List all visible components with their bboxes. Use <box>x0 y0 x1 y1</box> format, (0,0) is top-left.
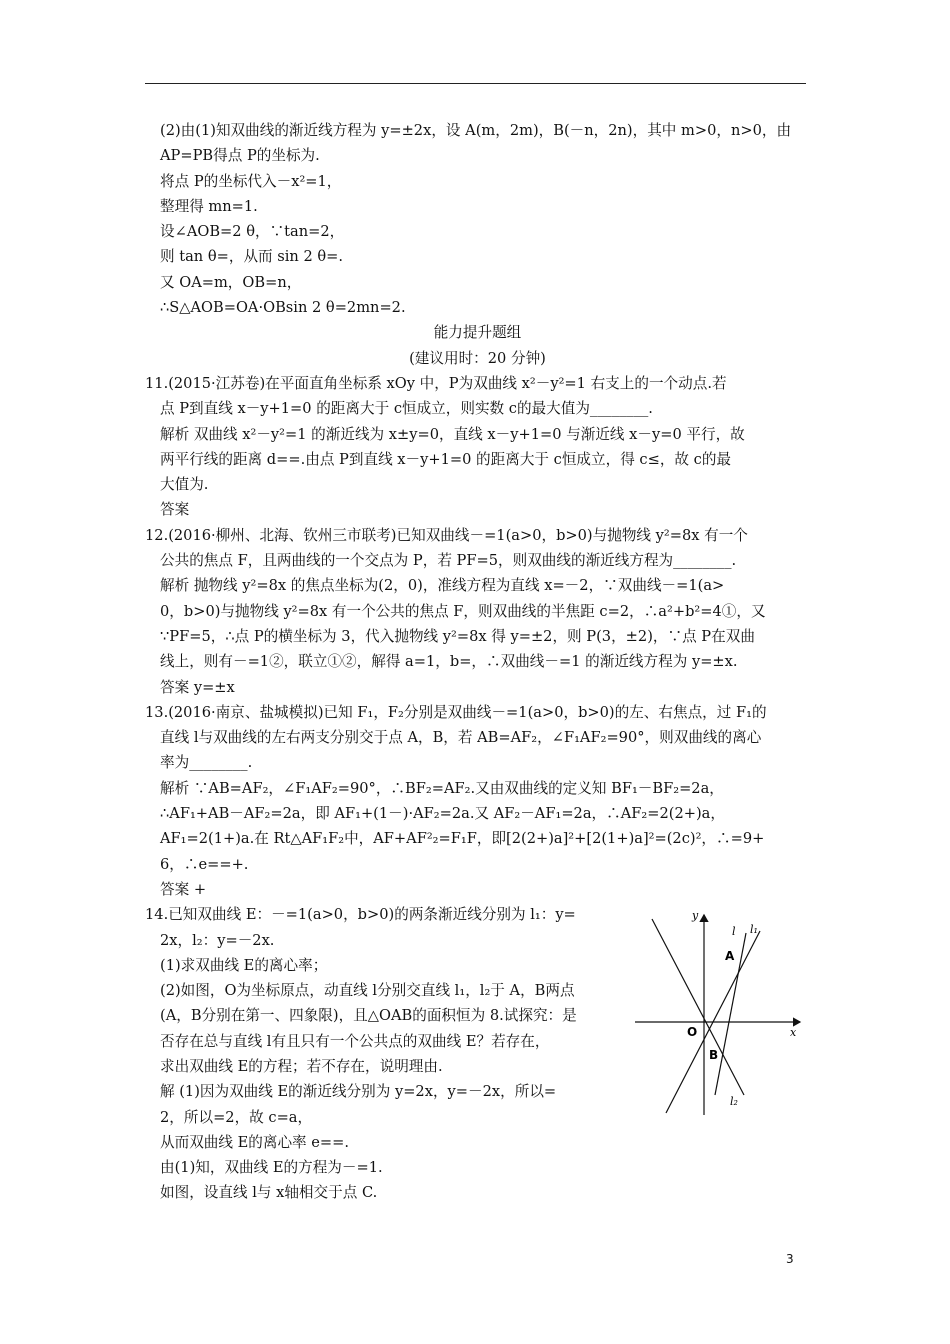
text-line: AF₁=2(1+)a.在 Rt△AF₁F₂中，AF+AF²₂=F₁F，即[2(2+)a]²+[2(1+)a]²=(2c)²，∴=9+ <box>160 830 765 848</box>
text-line: 2，所以=2，故 c=a， <box>160 1108 313 1126</box>
text-line: 解析 ∵AB=AF₂，∠F₁AF₂=90°，∴BF₂=AF₂.又由双曲线的定义知 BF₁－BF₂=2a， <box>160 779 724 797</box>
section-subtitle: (建议用时：20 分钟) <box>409 349 546 367</box>
text-line: 两平行线的距离 d==.由点 P到直线 x－y+1=0 的距离大于 c恒成立，得 c≤，故 c的最 <box>160 450 732 468</box>
text-line: 率为________. <box>160 754 253 772</box>
text-line: (1)求双曲线 E的离心率； <box>160 956 328 974</box>
page-number: 3 <box>786 1252 794 1266</box>
text-line: 又 OA=m，OB=n， <box>160 273 302 291</box>
text-line: ∵PF=5，∴点 P的横坐标为 3，代入抛物线 y²=8x 得 y=±2，则 P(3，±2)，∵点 P在双曲 <box>160 627 755 645</box>
question-14 <box>145 902 623 1206</box>
text-line: (2)如图，O为坐标原点，动直线 l分别交直线 l₁，l₂于 A，B两点 <box>160 982 575 1000</box>
text-line: 线上，则有－=1②，联立①②，解得 a=1，b=，∴双曲线－=1 的渐近线方程为 y=±x. <box>160 653 738 671</box>
text-line: 设∠AOB=2 θ，∵tan=2， <box>160 223 345 241</box>
text-line: AP=PB得点 P的坐标为. <box>160 147 320 165</box>
text-line: 从而双曲线 E的离心率 e==. <box>160 1133 350 1151</box>
asymptote-l2 <box>652 919 744 1095</box>
text-line: 解析 抛物线 y²=8x 的焦点坐标为(2，0)，准线方程为直线 x=－2，∵双曲线－=1(a> <box>160 577 725 595</box>
answer-label: 答案 + <box>160 880 207 898</box>
text-line: 2x，l₂：y=－2x. <box>160 931 275 949</box>
question-11: 11.(2015·江苏卷)在平面直角坐标系 xOy 中，P为双曲线 x²－y²=1 右支上的一个动点.若 <box>145 374 727 392</box>
line-l2-label: l₂ <box>730 1095 738 1108</box>
point-b-label: B <box>709 1048 719 1062</box>
text-line: 则 tan θ=，从而 sin 2 θ=. <box>160 248 344 266</box>
text-line: 直线 l与双曲线的左右两支分别交于点 A，B，若 AB=AF₂，∠F₁AF₂=90°，则双曲线的离心 <box>160 729 762 747</box>
answer-label: 答案 <box>160 501 190 519</box>
y-axis-label: y <box>692 909 699 922</box>
text-line: 公共的焦点 F，且两曲线的一个交点为 P，若 PF=5，则双曲线的渐近线方程为________. <box>160 552 737 570</box>
header-rule <box>145 83 806 84</box>
text-line: (A，B分别在第一、四象限)，且△OAB的面积恒为 8.试探究：是 <box>160 1007 577 1025</box>
x-axis-label: x <box>790 1026 797 1039</box>
section-title: 能力提升题组 <box>433 324 522 342</box>
text-line: 点 P到直线 x－y+1=0 的距离大于 c恒成立，则实数 c的最大值为________. <box>160 400 653 418</box>
text-line: (2)由(1)知双曲线的渐近线方程为 y=±2x，设 A(m，2m)，B(－n，2n)，其中 m>0，n>0，由 <box>160 122 792 139</box>
text-line: 否存在总与直线 l有且只有一个公共点的双曲线 E？若存在， <box>160 1032 550 1050</box>
point-a-label: A <box>725 949 735 963</box>
asymptote-figure <box>632 905 807 1117</box>
question-12: 12.(2016·柳州、北海、钦州三市联考)已知双曲线－=1(a>0，b>0)与抛物线 y²=8x 有一个 <box>145 526 748 544</box>
text-line: 解析 双曲线 x²－y²=1 的渐近线为 x±y=0，直线 x－y+1=0 与渐近线 x－y=0 平行，故 <box>160 425 745 443</box>
question-13: 13.(2016·南京、盐城模拟)已知 F₁，F₂分别是双曲线－=1(a>0，b>0)的左、右焦点，过 F₁的 <box>145 703 767 721</box>
text-line: 14.已知双曲线 E：－=1(a>0，b>0)的两条渐近线分别为 l₁：y= <box>145 906 576 924</box>
text-line: 求出双曲线 E的方程；若不存在，说明理由. <box>160 1057 443 1075</box>
text-line: 将点 P的坐标代入－x²=1， <box>160 172 342 190</box>
origin-label: O <box>687 1025 698 1039</box>
text-line: 如图，设直线 l与 x轴相交于点 C. <box>160 1184 378 1202</box>
text-line: 0，b>0)与抛物线 y²=8x 有一个公共的焦点 F，则双曲线的半焦距 c=2，∴a²+b²=4①，又 <box>160 602 766 620</box>
text-line: 大值为. <box>160 476 209 494</box>
text-line: ∴S△AOB=OA·OBsin 2 θ=2mn=2. <box>160 299 406 317</box>
line-l-label: l <box>732 925 736 938</box>
text-line: 由(1)知，双曲线 E的方程为－=1. <box>160 1159 383 1177</box>
text-line: 整理得 mn=1. <box>160 197 258 215</box>
text-line: 6，∴e==+. <box>160 855 249 873</box>
answer-label: 答案 y=±x <box>160 678 235 696</box>
text-line: ∴AF₁+AB－AF₂=2a，即 AF₁+(1－)·AF₂=2a.又 AF₂－AF₁=2a，∴AF₂=2(2+)a， <box>160 805 725 823</box>
text-line: 解 (1)因为双曲线 E的渐近线分别为 y=2x，y=－2x，所以= <box>160 1083 557 1101</box>
line-l1-label: l₁ <box>750 923 758 936</box>
